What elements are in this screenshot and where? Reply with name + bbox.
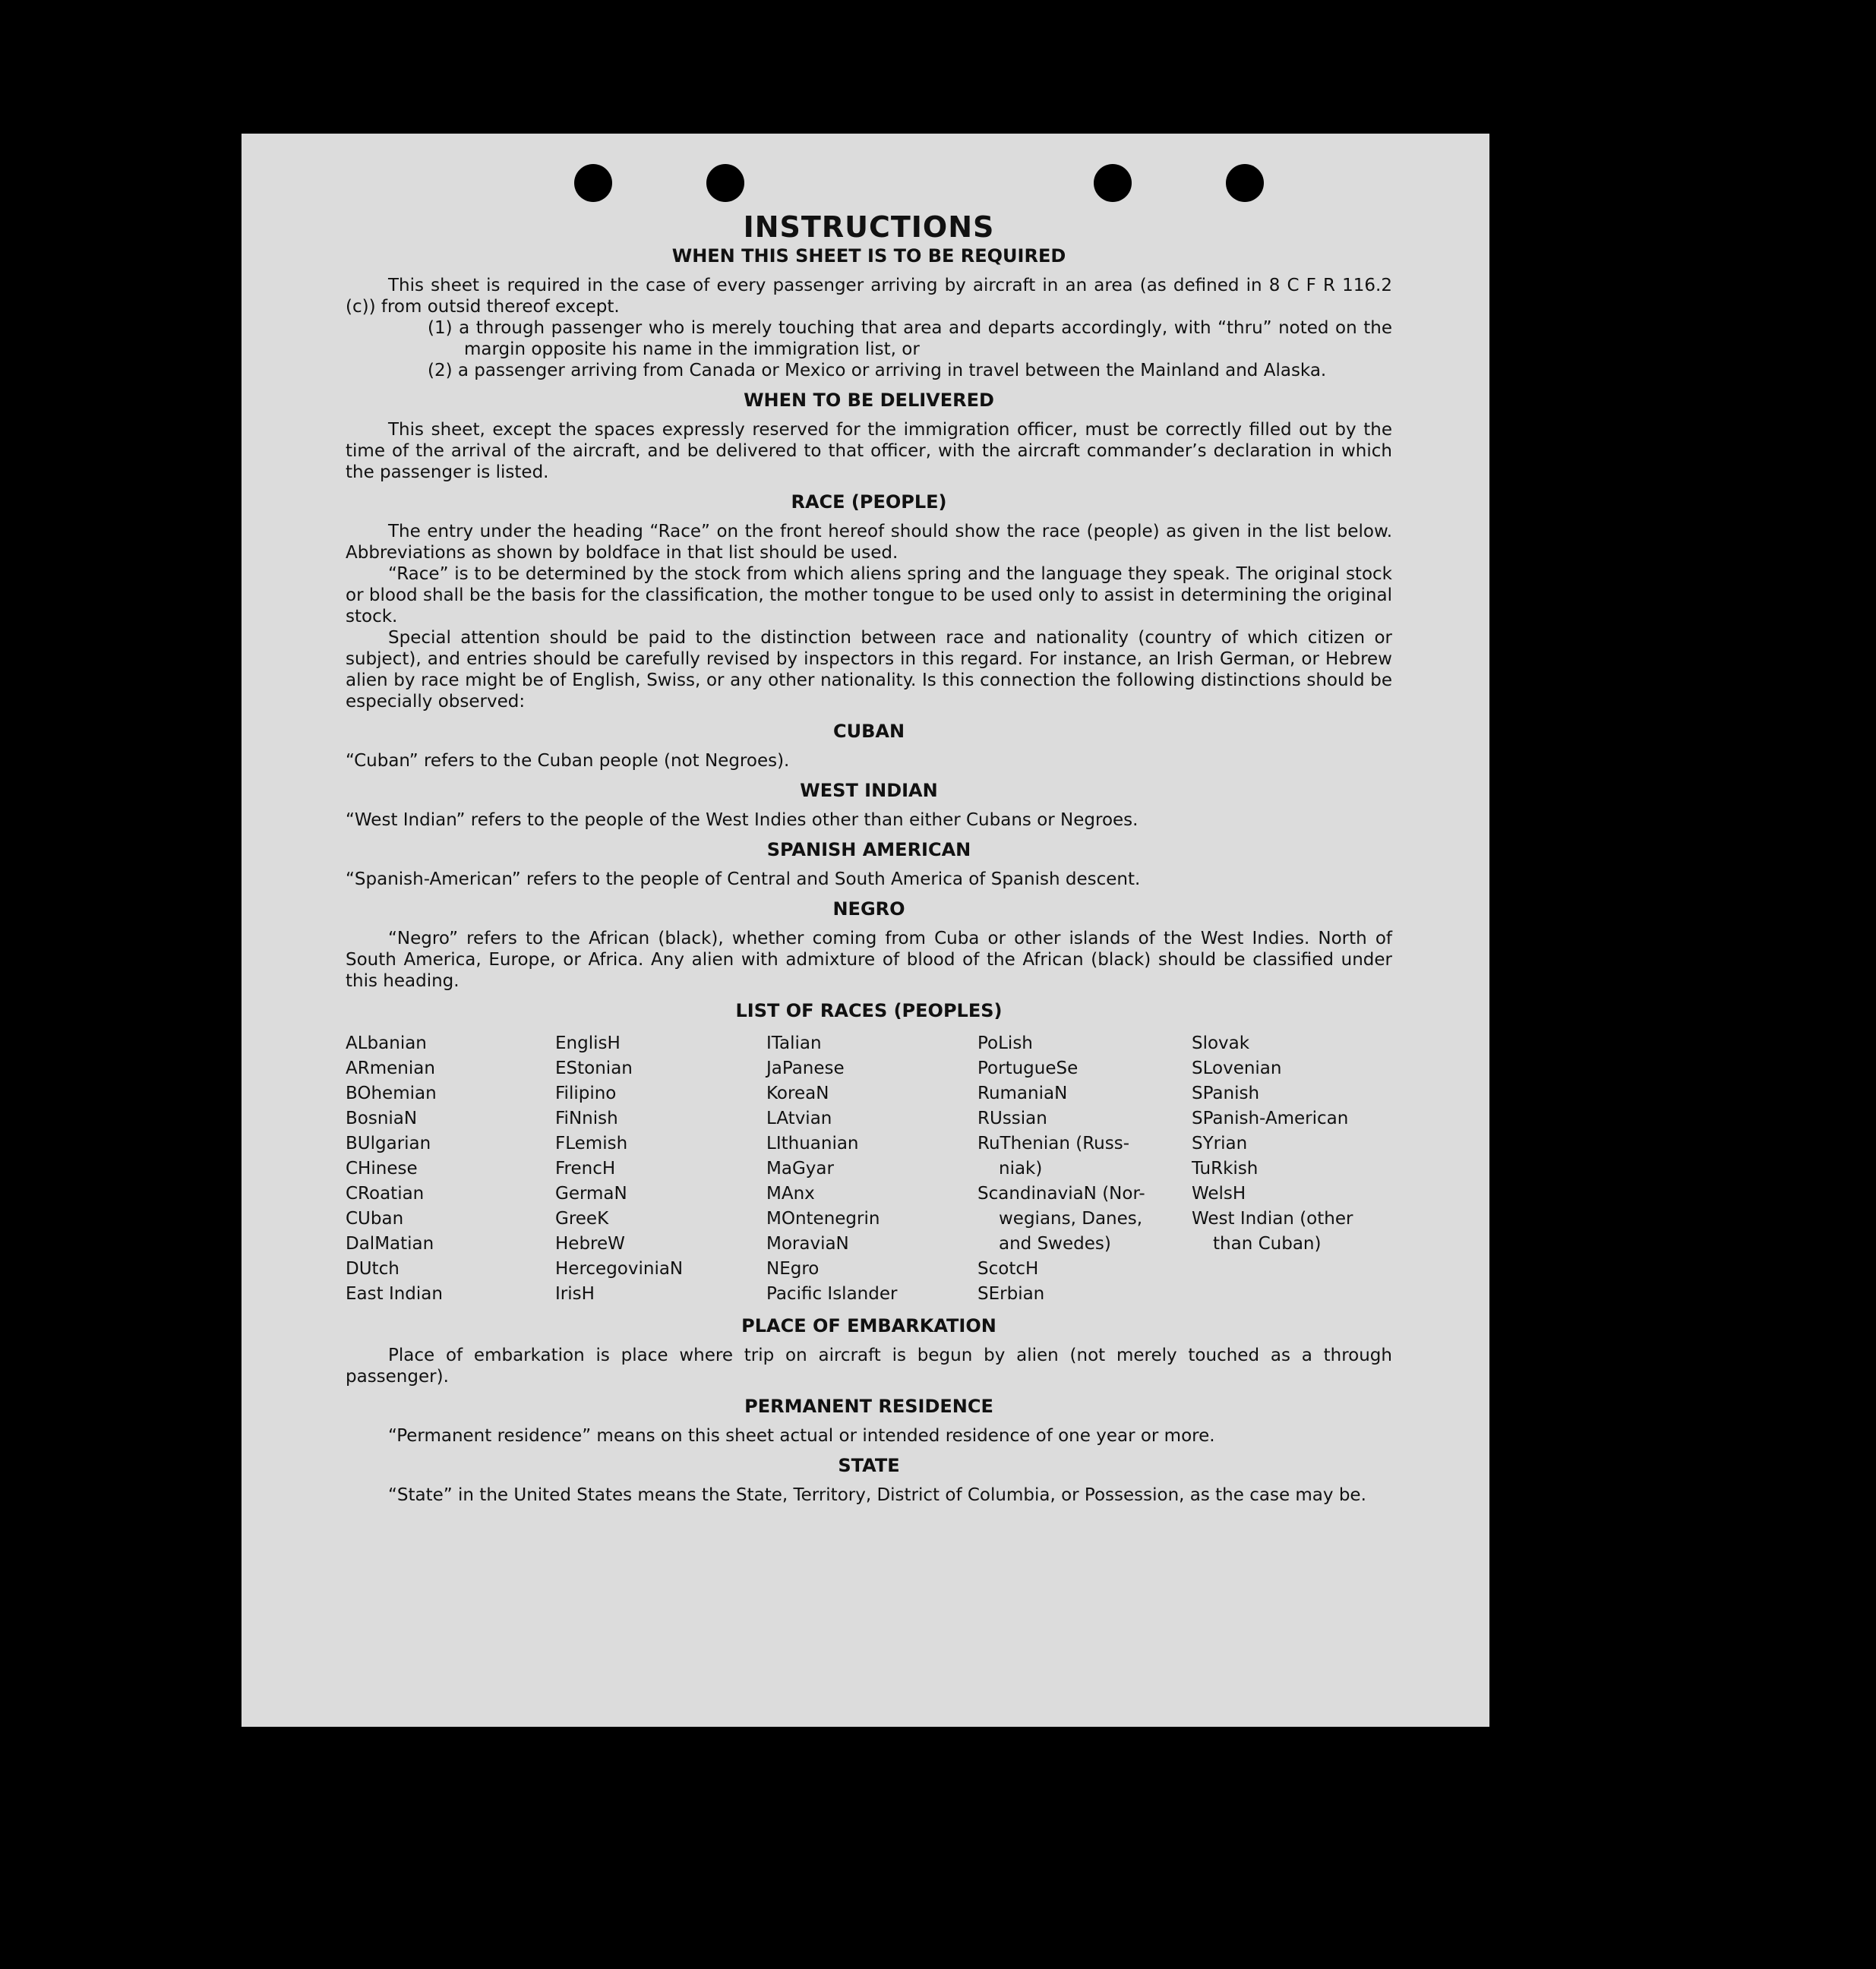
heading-when-delivered: WHEN TO BE DELIVERED xyxy=(744,390,994,411)
race-item: HebreW xyxy=(555,1234,625,1254)
race-item-continued: wegians, Danes, xyxy=(999,1209,1143,1229)
heading-race: RACE (PEOPLE) xyxy=(791,491,947,513)
paragraph-when-delivered: This sheet, except the spaces expressly reserved for the immigration officer, must be correctly filled out by the time of the arrival of the aircraft, and be delivered to that officer, with the aircraft commander’s declaration in which the passenger is listed. xyxy=(346,420,1392,482)
heading-spanish-american: SPANISH AMERICAN xyxy=(766,839,971,860)
race-item: Slovak xyxy=(1192,1033,1250,1053)
heading-negro: NEGRO xyxy=(832,898,905,920)
paragraph-west-indian: “West Indian” refers to the people of the West Indies other than either Cubans or Negroes. xyxy=(346,810,1139,830)
race-item: FiNnish xyxy=(555,1109,618,1128)
race-item: IrisH xyxy=(555,1284,595,1304)
race-item: RuThenian (Russ- xyxy=(977,1134,1130,1153)
heading-list-of-races: LIST OF RACES (PEOPLES) xyxy=(735,1000,1003,1021)
race-item: LAtvian xyxy=(766,1109,832,1128)
paragraph-place-of-embarkation: Place of embarkation is place where trip on aircraft is begun by alien (not merely touched as a through passenger). xyxy=(346,1346,1392,1387)
race-item: ScotcH xyxy=(977,1259,1039,1279)
paragraph-race: “Race” is to be determined by the stock from which aliens spring and the language they speak. The original stock or blood shall be the basis for the classification, the mother tongue to be used only to assist in determining the original stock. xyxy=(346,564,1392,626)
paragraph-cuban: “Cuban” refers to the Cuban people (not Negroes). xyxy=(346,751,790,771)
exceptions-list xyxy=(428,317,1392,381)
race-item: CRoatian xyxy=(346,1184,425,1204)
race-item: GreeK xyxy=(555,1209,609,1229)
race-item: CUban xyxy=(346,1209,404,1229)
race-column xyxy=(766,1031,977,1307)
heading-cuban: CUBAN xyxy=(832,721,905,742)
race-item: JaPanese xyxy=(766,1059,845,1078)
race-item: ScandinaviaN (Nor- xyxy=(977,1184,1145,1204)
paragraph-state: “State” in the United States means the State, Territory, District of Columbia, or Possession, as the case may be. xyxy=(388,1485,1366,1505)
paragraph-spanish-american: “Spanish-American” refers to the people of Central and South America of Spanish descent. xyxy=(346,869,1141,889)
exception-item: (1) a through passenger who is merely touching that area and departs accordingly, with “thru” noted on the margin opposite his name in the immigration list, or xyxy=(428,318,1392,359)
race-column xyxy=(555,1031,766,1307)
race-item: ARmenian xyxy=(346,1059,435,1078)
document-sheet xyxy=(242,134,1489,1727)
race-item: ALbanian xyxy=(346,1033,427,1053)
race-column xyxy=(1192,1031,1392,1307)
race-item: FrencH xyxy=(555,1159,616,1179)
race-item: BOhemian xyxy=(346,1084,437,1103)
page-title: INSTRUCTIONS xyxy=(743,210,995,244)
race-column xyxy=(977,1031,1192,1307)
race-item: MAnx xyxy=(766,1184,815,1204)
race-item: FLemish xyxy=(555,1134,628,1153)
race-item: DUtch xyxy=(346,1259,400,1279)
race-item: SErbian xyxy=(977,1284,1045,1304)
paragraph-race: The entry under the heading “Race” on the front hereof should show the race (people) as given in the list below. Abbreviations as shown by boldface in that list should be used. xyxy=(346,522,1392,563)
heading-when-required: WHEN THIS SHEET IS TO BE REQUIRED xyxy=(671,245,1066,267)
race-item: EnglisH xyxy=(555,1033,621,1053)
race-item: East Indian xyxy=(346,1284,443,1304)
race-item: Pacific Islander xyxy=(766,1284,898,1304)
race-item: WelsH xyxy=(1192,1184,1246,1204)
race-item: PortugueSe xyxy=(977,1059,1079,1078)
paragraph-when-required: This sheet is required in the case of every passenger arriving by aircraft in an area (as defined in 8 C F R 116.2 (c)) from outsid thereof except. xyxy=(346,276,1392,317)
heading-permanent-residence: PERMANENT RESIDENCE xyxy=(744,1396,993,1417)
race-item: BosniaN xyxy=(346,1109,418,1128)
document-body xyxy=(346,210,1392,1506)
race-list xyxy=(346,1031,1392,1307)
race-item: GermaN xyxy=(555,1184,627,1204)
race-item: NEgro xyxy=(766,1259,820,1279)
race-item: TuRkish xyxy=(1192,1159,1259,1179)
race-item: West Indian (other xyxy=(1192,1209,1353,1229)
race-item: SYrian xyxy=(1192,1134,1248,1153)
race-item: EStonian xyxy=(555,1059,633,1078)
punch-hole xyxy=(574,164,612,202)
heading-state: STATE xyxy=(838,1455,900,1476)
race-item: MoraviaN xyxy=(766,1234,849,1254)
heading-west-indian: WEST INDIAN xyxy=(800,780,938,801)
race-column xyxy=(346,1031,555,1307)
race-item: LIthuanian xyxy=(766,1134,859,1153)
paragraph-negro: “Negro” refers to the African (black), whether coming from Cuba or other islands of the West Indies. North of South America, Europe, or Africa. Any alien with admixture of blood of the African (black) should be classified under this heading. xyxy=(346,929,1392,991)
race-item: CHinese xyxy=(346,1159,418,1179)
punch-hole xyxy=(1094,164,1132,202)
exception-item: (2) a passenger arriving from Canada or Mexico or arriving in travel between the Mainland and Alaska. xyxy=(428,361,1327,380)
race-item: MaGyar xyxy=(766,1159,834,1179)
race-item: BUlgarian xyxy=(346,1134,431,1153)
race-item: MOntenegrin xyxy=(766,1209,880,1229)
paragraph-permanent-residence: “Permanent residence” means on this sheet actual or intended residence of one year or more. xyxy=(388,1426,1215,1446)
race-item: HercegoviniaN xyxy=(555,1259,684,1279)
punch-hole xyxy=(706,164,744,202)
race-item: Filipino xyxy=(555,1084,617,1103)
race-item: DalMatian xyxy=(346,1234,434,1254)
race-item: KoreaN xyxy=(766,1084,829,1103)
race-item: SLovenian xyxy=(1192,1059,1282,1078)
race-item: RumaniaN xyxy=(977,1084,1068,1103)
race-item: PoLish xyxy=(977,1033,1033,1053)
race-item: RUssian xyxy=(977,1109,1047,1128)
heading-place-of-embarkation: PLACE OF EMBARKATION xyxy=(741,1315,996,1336)
paragraph-race: Special attention should be paid to the distinction between race and nationality (country of which citizen or subject), and entries should be carefully revised by inspectors in this regard. For instance, an Irish German, or Hebrew alien by race might be of English, Swiss, or any other nationality. Is this connection the following distinctions should be especially observed: xyxy=(346,628,1392,712)
punch-hole xyxy=(1226,164,1264,202)
race-item-continued: niak) xyxy=(999,1159,1043,1179)
race-item-continued: and Swedes) xyxy=(999,1234,1111,1254)
race-item: SPanish-American xyxy=(1192,1109,1349,1128)
race-item: SPanish xyxy=(1192,1084,1260,1103)
race-item: ITalian xyxy=(766,1033,822,1053)
race-item-continued: than Cuban) xyxy=(1213,1234,1322,1254)
